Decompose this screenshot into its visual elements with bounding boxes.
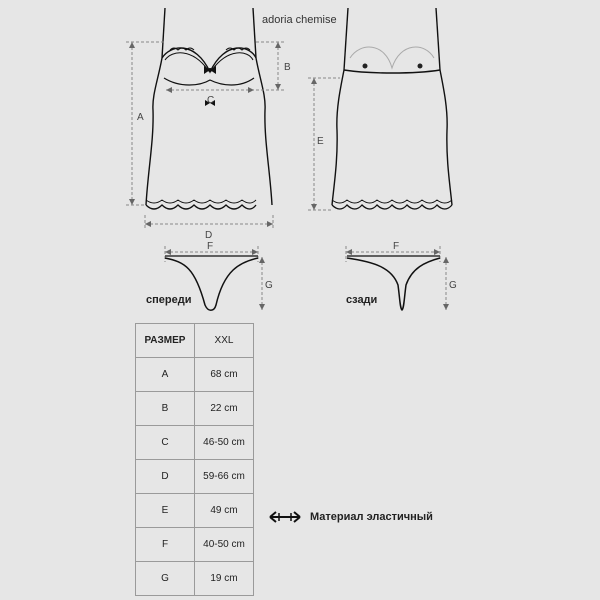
back-view-label: сзади	[346, 294, 378, 306]
dim-label-d: D	[205, 230, 213, 241]
dim-label-a: A	[137, 112, 144, 123]
table-cell-value: 68 cm	[195, 358, 254, 392]
table-row	[136, 460, 254, 494]
material-note	[268, 510, 433, 524]
table-cell-value: 59-66 cm	[195, 460, 254, 494]
front-view-label: спереди	[146, 294, 192, 306]
table-cell-value: 46-50 cm	[195, 426, 254, 460]
table-header-size: XXL	[195, 324, 254, 358]
material-note-text: Материал эластичный	[310, 511, 433, 523]
table-cell-key: E	[136, 494, 195, 528]
stretch-arrows-icon	[268, 510, 302, 524]
dim-label-c: C	[207, 95, 215, 106]
dim-label-b: B	[284, 62, 291, 73]
table-cell-key: C	[136, 426, 195, 460]
table-cell-value: 40-50 cm	[195, 528, 254, 562]
table-cell-value: 19 cm	[195, 562, 254, 596]
table-cell-key: G	[136, 562, 195, 596]
front-chemise-drawing	[146, 8, 272, 209]
dim-label-g-front: G	[265, 280, 273, 291]
table-row	[136, 494, 254, 528]
table-row	[136, 358, 254, 392]
table-row	[136, 392, 254, 426]
dim-label-f-front: F	[207, 241, 214, 252]
table-cell-key: F	[136, 528, 195, 562]
table-header-label: РАЗМЕР	[136, 324, 195, 358]
table-header-row	[136, 324, 254, 358]
table-row	[136, 426, 254, 460]
dim-label-f-back: F	[393, 241, 400, 252]
table-cell-key: A	[136, 358, 195, 392]
table-cell-value: 22 cm	[195, 392, 254, 426]
table-cell-key: B	[136, 392, 195, 426]
table-cell-value: 49 cm	[195, 494, 254, 528]
product-title: adoria chemise	[262, 14, 337, 26]
table-row	[136, 528, 254, 562]
table-row	[136, 562, 254, 596]
dim-label-g-back: G	[449, 280, 457, 291]
size-table	[135, 323, 254, 596]
dim-label-e: E	[317, 136, 324, 147]
back-chemise-drawing	[332, 8, 452, 209]
table-cell-key: D	[136, 460, 195, 494]
